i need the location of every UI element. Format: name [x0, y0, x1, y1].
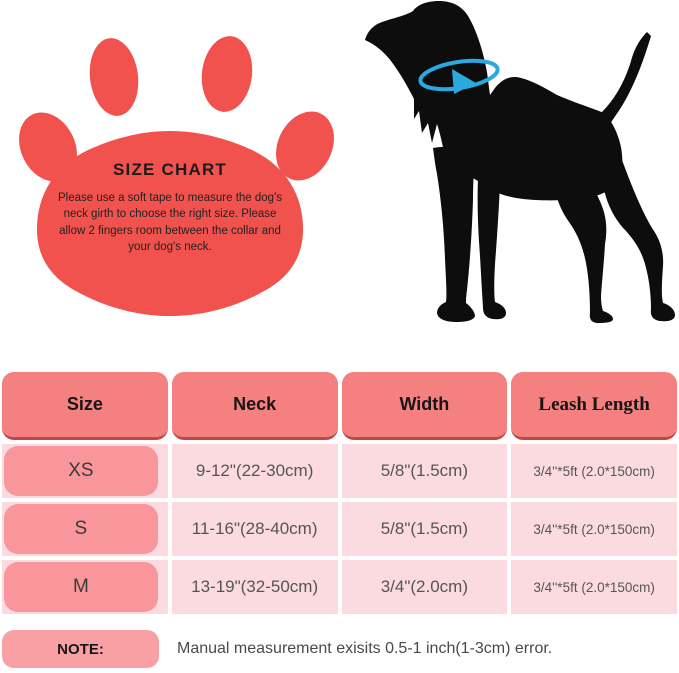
size-chart-title: SIZE CHART: [113, 160, 227, 179]
table-row-m-size-cell: [2, 560, 168, 614]
note-text: Manual measurement exisits 0.5-1 inch(1-3cm) error.: [177, 640, 553, 657]
table-row-m-width-cell: 3/4"(2.0cm): [342, 560, 508, 614]
table-row-xs-size-cell: [2, 444, 168, 498]
note-label: NOTE:: [2, 630, 159, 668]
table-row-s-leash-cell: 3/4''*5ft (2.0*150cm): [511, 502, 677, 556]
header-size: Size: [2, 372, 168, 440]
size-chart-table: [0, 372, 679, 614]
table-row-m-leash-cell: 3/4''*5ft (2.0*150cm): [511, 560, 677, 614]
dog-silhouette-icon: [359, 0, 679, 335]
header-leash-length: Leash Length: [511, 372, 677, 440]
table-row-xs-width-cell: 5/8"(1.5cm): [342, 444, 508, 498]
table-row-s-width-cell: 5/8"(1.5cm): [342, 502, 508, 556]
table-row-s-size-cell: [2, 502, 168, 556]
header-width: Width: [342, 372, 508, 440]
header-neck: Neck: [172, 372, 338, 440]
size-pill-s: S: [4, 504, 158, 554]
measuring-instructions: Please use a soft tape to measure the dog's neck girth to choose the right size. Please allow 2 fingers room between the collar and your dog's neck.: [57, 192, 283, 253]
table-row-m-neck-cell: 13-19"(32-50cm): [172, 560, 338, 614]
table-row-xs-neck-cell: 9-12"(22-30cm): [172, 444, 338, 498]
size-pill-m: M: [4, 562, 158, 612]
size-pill-xs: XS: [4, 446, 158, 496]
table-row-xs-leash-cell: 3/4''*5ft (2.0*150cm): [511, 444, 677, 498]
table-row-s-neck-cell: 11-16"(28-40cm): [172, 502, 338, 556]
note-row: [2, 630, 677, 668]
